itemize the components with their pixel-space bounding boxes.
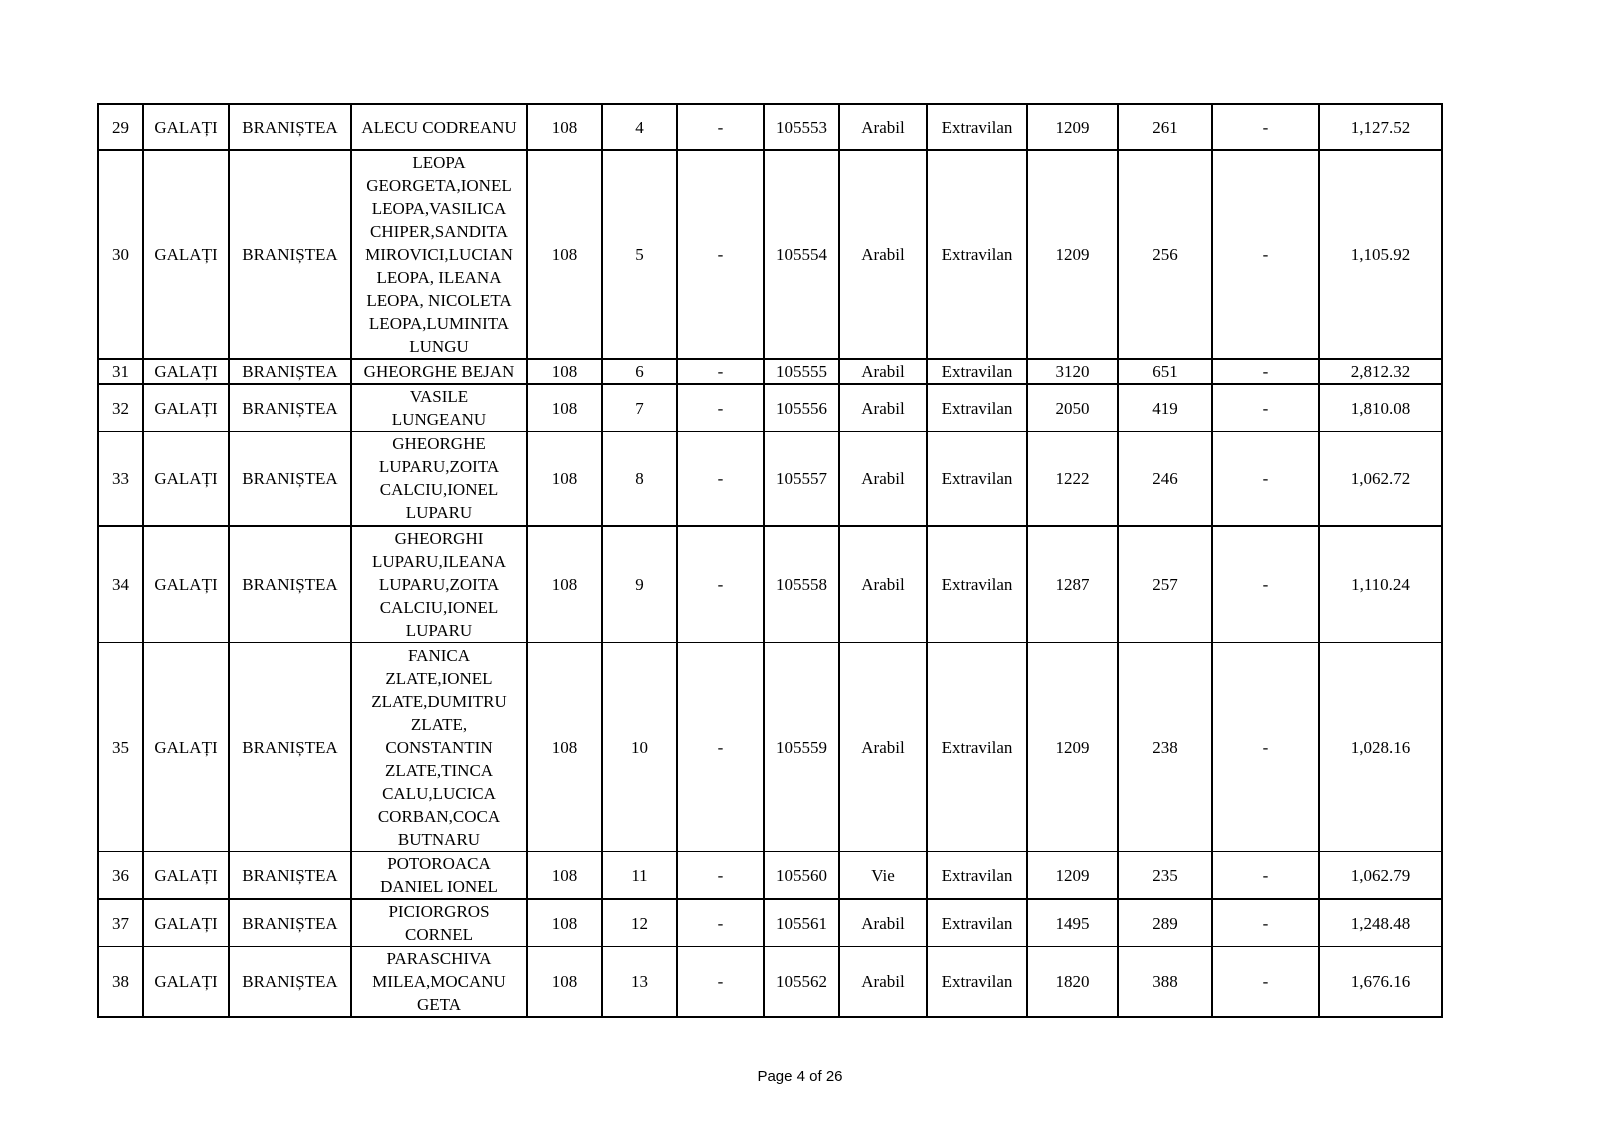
land-use-cell: Arabil	[839, 899, 927, 947]
owner-line: LUNGU	[409, 337, 469, 356]
owner-line: CALCIU,IONEL	[379, 480, 499, 500]
locality-cell: BRANIȘTEA	[229, 643, 351, 852]
amount-cell: 1,810.08	[1319, 384, 1442, 432]
cadastral-cell: 105557	[764, 432, 839, 526]
parcel-cell: 10	[602, 643, 677, 852]
row-number: 37	[98, 899, 143, 947]
owner-line: ALECU CODREANU	[361, 117, 517, 137]
parcel-cell: 6	[602, 359, 677, 384]
dash-cell: -	[677, 104, 764, 150]
county-cell: GALAȚI	[143, 432, 229, 526]
surface-total-cell: 3120	[1027, 359, 1118, 384]
owner-cell	[351, 359, 527, 384]
locality-cell: BRANIȘTEA	[229, 384, 351, 432]
table-body	[98, 104, 1442, 1017]
owner-line: GHEORGHE BEJAN	[363, 362, 515, 381]
tarla-cell: 108	[527, 643, 602, 852]
table-row	[98, 432, 1442, 526]
table-row	[98, 526, 1442, 643]
locality-cell: BRANIȘTEA	[229, 104, 351, 150]
owner-line: GEORGETA,IONEL	[366, 176, 512, 195]
land-use-cell: Arabil	[839, 384, 927, 432]
surface-total-cell: 1495	[1027, 899, 1118, 947]
surface-total-cell: 2050	[1027, 384, 1118, 432]
surface-expropriated-cell: 246	[1118, 432, 1212, 526]
owner-line: LUPARU,ILEANA	[372, 551, 506, 571]
dash-cell: -	[1212, 852, 1319, 900]
amount-cell: 1,105.92	[1319, 150, 1442, 359]
owner-cell	[351, 852, 527, 900]
owner-line: GHEORGHE	[392, 434, 486, 454]
owner-line: FANICA	[407, 645, 471, 665]
dash-cell: -	[677, 359, 764, 384]
zone-cell: Extravilan	[927, 852, 1027, 900]
owner-cell	[351, 899, 527, 947]
surface-total-cell: 1209	[1027, 852, 1118, 900]
zone-cell: Extravilan	[927, 150, 1027, 359]
amount-cell: 1,248.48	[1319, 899, 1442, 947]
owner-line: MIROVICI,LUCIAN	[365, 245, 513, 264]
owner-line: BUTNARU	[397, 829, 481, 849]
row-number: 30	[98, 150, 143, 359]
page-number: Page 4 of 26	[757, 1068, 843, 1085]
tarla-cell: 108	[527, 899, 602, 947]
owner-cell	[351, 643, 527, 852]
locality-cell: BRANIȘTEA	[229, 150, 351, 359]
tarla-cell: 108	[527, 432, 602, 526]
surface-expropriated-cell: 419	[1118, 384, 1212, 432]
table-row	[98, 899, 1442, 947]
dash-cell: -	[677, 150, 764, 359]
county-cell: GALAȚI	[143, 526, 229, 643]
owner-line: LUPARU	[405, 503, 473, 523]
county-cell: GALAȚI	[143, 104, 229, 150]
county-cell: GALAȚI	[143, 643, 229, 852]
owner-line: LEOPA,LUMINITA	[368, 314, 510, 333]
surface-expropriated-cell: 235	[1118, 852, 1212, 900]
dash-cell: -	[1212, 526, 1319, 643]
land-use-cell: Arabil	[839, 150, 927, 359]
surface-total-cell: 1287	[1027, 526, 1118, 643]
locality-cell: BRANIȘTEA	[229, 899, 351, 947]
cadastral-cell: 105553	[764, 104, 839, 150]
owner-cell	[351, 947, 527, 1018]
locality-cell: BRANIȘTEA	[229, 852, 351, 900]
owner-line: DANIEL IONEL	[380, 877, 498, 896]
dash-cell: -	[677, 432, 764, 526]
owner-line: ZLATE,	[410, 714, 468, 734]
surface-expropriated-cell: 651	[1118, 359, 1212, 384]
amount-cell: 1,028.16	[1319, 643, 1442, 852]
land-use-cell: Arabil	[839, 947, 927, 1018]
table-row	[98, 104, 1442, 150]
locality-cell: BRANIȘTEA	[229, 359, 351, 384]
cadastral-cell: 105554	[764, 150, 839, 359]
row-number: 29	[98, 104, 143, 150]
parcel-cell: 4	[602, 104, 677, 150]
locality-cell: BRANIȘTEA	[229, 526, 351, 643]
zone-cell: Extravilan	[927, 384, 1027, 432]
locality-cell: BRANIȘTEA	[229, 432, 351, 526]
table-row	[98, 947, 1442, 1018]
owner-line: LUPARU,ZOITA	[378, 574, 500, 594]
surface-total-cell: 1209	[1027, 150, 1118, 359]
owner-line: VASILE	[409, 387, 469, 406]
parcel-cell: 7	[602, 384, 677, 432]
row-number: 31	[98, 359, 143, 384]
surface-total-cell: 1820	[1027, 947, 1118, 1018]
dash-cell: -	[1212, 384, 1319, 432]
surface-expropriated-cell: 238	[1118, 643, 1212, 852]
land-use-cell: Arabil	[839, 643, 927, 852]
zone-cell: Extravilan	[927, 104, 1027, 150]
dash-cell: -	[1212, 432, 1319, 526]
surface-expropriated-cell: 388	[1118, 947, 1212, 1018]
zone-cell: Extravilan	[927, 947, 1027, 1018]
tarla-cell: 108	[527, 852, 602, 900]
county-cell: GALAȚI	[143, 852, 229, 900]
owner-line: LEOPA,VASILICA	[371, 199, 507, 218]
owner-line: ZLATE,IONEL	[385, 668, 493, 688]
owner-line: GHEORGHI	[394, 528, 484, 548]
owner-line: CALCIU,IONEL	[379, 597, 499, 617]
cadastral-cell: 105561	[764, 899, 839, 947]
parcel-cell: 12	[602, 899, 677, 947]
owner-cell	[351, 384, 527, 432]
land-use-cell: Arabil	[839, 359, 927, 384]
cadastral-cell: 105562	[764, 947, 839, 1018]
owner-line: LUPARU,ZOITA	[378, 457, 500, 477]
surface-expropriated-cell: 256	[1118, 150, 1212, 359]
owner-line: LEOPA, NICOLETA	[366, 291, 512, 310]
surface-total-cell: 1222	[1027, 432, 1118, 526]
county-cell: GALAȚI	[143, 359, 229, 384]
amount-cell: 1,062.79	[1319, 852, 1442, 900]
table-row	[98, 384, 1442, 432]
surface-total-cell: 1209	[1027, 643, 1118, 852]
owner-cell	[351, 526, 527, 643]
owner-line: LEOPA, ILEANA	[376, 268, 502, 287]
cadastral-cell: 105560	[764, 852, 839, 900]
amount-cell: 1,110.24	[1319, 526, 1442, 643]
surface-total-cell: 1209	[1027, 104, 1118, 150]
zone-cell: Extravilan	[927, 359, 1027, 384]
row-number: 33	[98, 432, 143, 526]
owner-line: ZLATE,DUMITRU	[371, 691, 507, 711]
surface-expropriated-cell: 289	[1118, 899, 1212, 947]
table-row	[98, 852, 1442, 900]
table-row	[98, 359, 1442, 384]
cadastral-cell: 105555	[764, 359, 839, 384]
zone-cell: Extravilan	[927, 643, 1027, 852]
dash-cell: -	[1212, 643, 1319, 852]
land-use-cell: Vie	[839, 852, 927, 900]
row-number: 32	[98, 384, 143, 432]
owner-line: POTOROACA	[387, 854, 491, 873]
tarla-cell: 108	[527, 104, 602, 150]
amount-cell: 1,127.52	[1319, 104, 1442, 150]
dash-cell: -	[677, 643, 764, 852]
dash-cell: -	[677, 852, 764, 900]
owner-line: CORNEL	[405, 925, 473, 944]
table-row	[98, 150, 1442, 359]
cadastral-cell: 105556	[764, 384, 839, 432]
dash-cell: -	[1212, 947, 1319, 1018]
county-cell: GALAȚI	[143, 384, 229, 432]
row-number: 36	[98, 852, 143, 900]
owner-cell	[351, 150, 527, 359]
dash-cell: -	[1212, 104, 1319, 150]
owner-line: CORBAN,COCA	[377, 806, 501, 826]
surface-expropriated-cell: 257	[1118, 526, 1212, 643]
cadastral-cell: 105559	[764, 643, 839, 852]
tarla-cell: 108	[527, 150, 602, 359]
tarla-cell: 108	[527, 384, 602, 432]
cadastral-cell: 105558	[764, 526, 839, 643]
row-number: 35	[98, 643, 143, 852]
land-use-cell: Arabil	[839, 432, 927, 526]
owner-cell	[351, 104, 527, 150]
locality-cell: BRANIȘTEA	[229, 947, 351, 1018]
land-use-cell: Arabil	[839, 526, 927, 643]
tarla-cell: 108	[527, 359, 602, 384]
parcel-cell: 8	[602, 432, 677, 526]
amount-cell: 2,812.32	[1319, 359, 1442, 384]
parcel-cell: 11	[602, 852, 677, 900]
owner-cell	[351, 432, 527, 526]
county-cell: GALAȚI	[143, 899, 229, 947]
owner-line: MILEA,MOCANU	[372, 972, 506, 991]
dash-cell: -	[1212, 150, 1319, 359]
dash-cell: -	[677, 899, 764, 947]
county-cell: GALAȚI	[143, 947, 229, 1018]
owner-line: PICIORGROS	[388, 902, 490, 921]
county-cell: GALAȚI	[143, 150, 229, 359]
owner-line: ZLATE,TINCA	[384, 760, 494, 780]
parcel-cell: 9	[602, 526, 677, 643]
zone-cell: Extravilan	[927, 432, 1027, 526]
dash-cell: -	[1212, 899, 1319, 947]
zone-cell: Extravilan	[927, 526, 1027, 643]
owner-line: LUNGEANU	[391, 410, 487, 429]
dash-cell: -	[1212, 359, 1319, 384]
owner-line: LUPARU	[405, 620, 473, 640]
parcel-cell: 5	[602, 150, 677, 359]
dash-cell: -	[677, 384, 764, 432]
tarla-cell: 108	[527, 947, 602, 1018]
dash-cell: -	[677, 947, 764, 1018]
zone-cell: Extravilan	[927, 899, 1027, 947]
dash-cell: -	[677, 526, 764, 643]
owner-line: CALU,LUCICA	[382, 783, 496, 803]
expropriation-table	[97, 103, 1443, 1018]
owner-line: LEOPA	[412, 153, 466, 172]
owner-line: CONSTANTIN	[385, 737, 493, 757]
amount-cell: 1,062.72	[1319, 432, 1442, 526]
row-number: 38	[98, 947, 143, 1018]
tarla-cell: 108	[527, 526, 602, 643]
amount-cell: 1,676.16	[1319, 947, 1442, 1018]
owner-line: PARASCHIVA	[386, 949, 492, 968]
land-use-cell: Arabil	[839, 104, 927, 150]
table-row	[98, 643, 1442, 852]
row-number: 34	[98, 526, 143, 643]
owner-line: GETA	[417, 995, 461, 1014]
owner-line: CHIPER,SANDITA	[370, 222, 508, 241]
surface-expropriated-cell: 261	[1118, 104, 1212, 150]
parcel-cell: 13	[602, 947, 677, 1018]
